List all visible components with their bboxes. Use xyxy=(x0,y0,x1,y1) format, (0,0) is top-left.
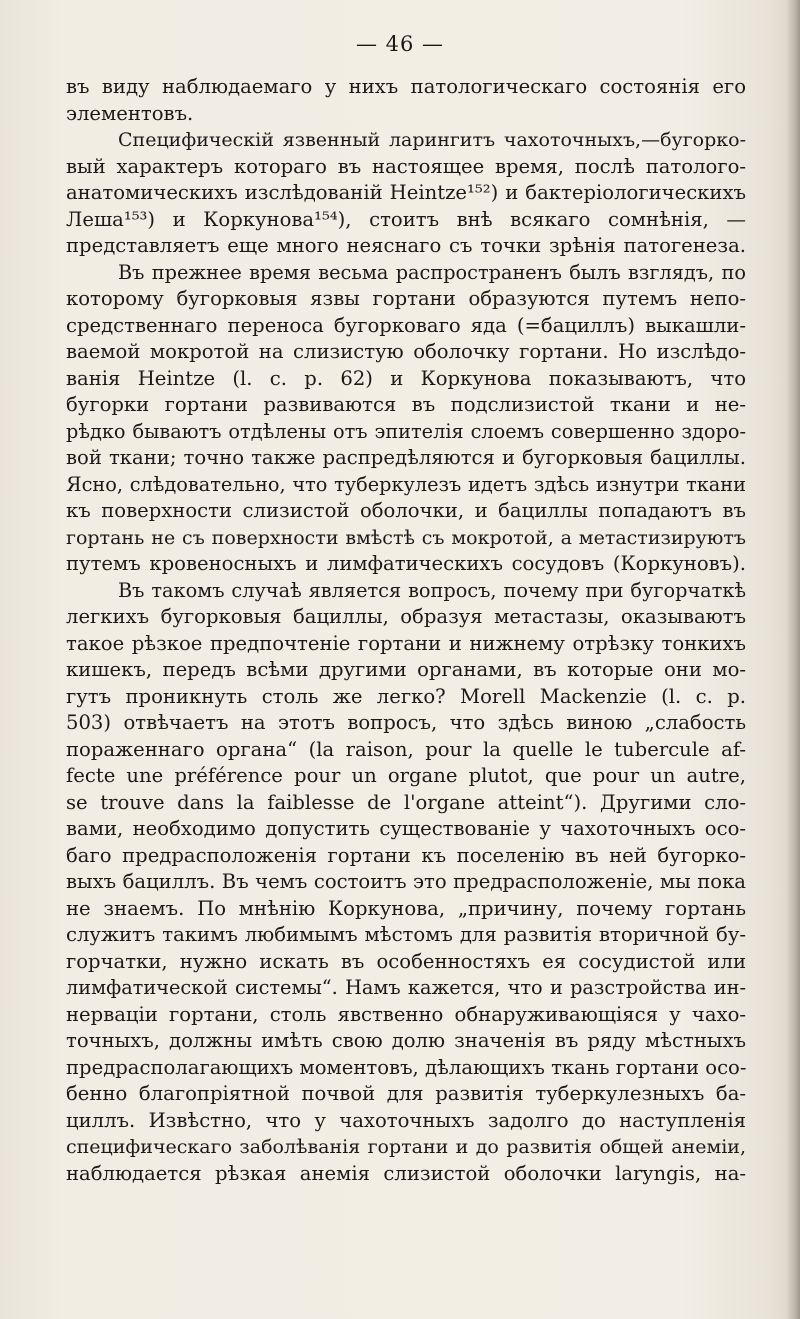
page-edge-shadow xyxy=(786,0,800,1319)
text-line: Ясно, слѣдовательно, что туберкулезъ идетъ здѣсь изнутри ткани xyxy=(66,472,746,496)
text-line: лимфатической системы“. Намъ кажется, что и разстройства ин- xyxy=(66,976,746,999)
text-line: 503) отвѣчаетъ на этотъ вопросъ, что здѣсь виною „слабость xyxy=(66,711,746,734)
text-line: представляетъ еще много неяснаго съ точки зрѣнія патогенеза. xyxy=(66,234,746,257)
text-line: не знаемъ. По мнѣнію Коркунова, „причину, почему гортань xyxy=(66,896,746,920)
text-line: въ виду наблюдаемаго у нихъ патологическаго состоянія его xyxy=(66,75,746,98)
text-line: выхъ бациллъ. Въ чемъ состоитъ это предрасположеніе, мы пока xyxy=(66,870,746,893)
text-line: бугорки гортани развиваются въ подслизистой ткани и не- xyxy=(66,393,746,416)
text-line: fecte une préférence pour un organe plutot, que pour un autre, xyxy=(66,764,746,787)
text-line: анатомическихъ изслѣдованій Heintze¹⁵²) и бактеріологическихъ xyxy=(66,181,746,204)
text-line: Специфическій язвенный ларингитъ чахоточныхъ,—бугорко- xyxy=(118,129,746,151)
text-line: баго предрасположенія гортани къ поселенію въ ней бугорко- xyxy=(66,843,746,867)
text-line: къ поверхности слизистой оболочки, и бациллы попадаютъ въ xyxy=(66,499,746,522)
body-text xyxy=(66,74,746,1187)
text-line: специфическаго заболѣванія гортани и до развитія общей анеміи, xyxy=(66,1136,746,1158)
text-line: ванія Heintze (l. c. p. 62) и Коркунова показываютъ, что xyxy=(66,366,746,390)
text-line: пораженнаго органа“ (la raison, pour la quelle le tubercule af- xyxy=(66,737,746,761)
text-line: предрасполагающихъ моментовъ, дѣлающихъ ткань гортани осо- xyxy=(66,1055,747,1079)
text-line: рѣдко бываютъ отдѣлены отъ эпителія слоемъ совершенно здоро- xyxy=(66,419,746,443)
text-line: гутъ проникнуть столь же легко? Morell Mackenzie (l. c. p. xyxy=(66,684,746,708)
text-line: se trouve dans la faiblesse de l'organe atteint“). Другими сло- xyxy=(66,790,746,814)
text-line: путемъ кровеносныхъ и лимфатическихъ сосудовъ (Коркуновъ). xyxy=(66,552,746,575)
text-line: легкихъ бугорковыя бациллы, образуя метастазы, оказываютъ xyxy=(66,605,746,628)
text-line: циллъ. Извѣстно, что у чахоточныхъ задолго до наступленія xyxy=(66,1108,746,1132)
text-line: кишекъ, передъ всѣми другими органами, въ которые они мо- xyxy=(66,658,746,681)
text-line: Въ прежнее время весьма распространенъ былъ взглядъ, по xyxy=(118,260,746,284)
text-line: средственнаго переноса бугорковаго яда (=бациллъ) выкашли- xyxy=(66,313,746,337)
text-line: ваемой мокротой на слизистую оболочку гортани. Но изслѣдо- xyxy=(66,340,746,363)
page-number: — 46 — xyxy=(355,32,445,56)
text-line: вый характеръ котораго въ настоящее время, послѣ патолого- xyxy=(66,154,746,178)
text-line: бенно благопріятной почвой для развитія туберкулезныхъ ба- xyxy=(66,1082,746,1105)
text-line: такое рѣзкое предпочтеніе гортани и нижнему отрѣзку тонкихъ xyxy=(66,631,746,655)
text-line: вами, необходимо допустить существованіе у чахоточныхъ осо- xyxy=(66,817,746,840)
text-line: служитъ такимъ любимымъ мѣстомъ для развитія вторичной бу- xyxy=(66,923,746,946)
text-line: элементовъ. xyxy=(66,101,194,125)
text-line: которому бугорковыя язвы гортани образуются путемъ непо- xyxy=(66,287,746,310)
text-line: точныхъ, должны имѣть свою долю значенія въ ряду мѣстныхъ xyxy=(66,1029,746,1052)
text-line: вой ткани; точно также распредѣляются и бугорковыя бациллы. xyxy=(66,446,746,469)
text-line: Въ такомъ случаѣ является вопросъ, почему при бугорчаткѣ xyxy=(118,578,746,602)
text-line: горчатки, нужно искать въ особенностяхъ ея сосудистой или xyxy=(66,949,746,973)
text-line: Леша¹⁵³) и Коркунова¹⁵⁴), стоитъ внѣ всякаго сомнѣнія, — xyxy=(66,207,746,231)
text-line: нерваціи гортани, столь явственно обнаруживающіяся у чахо- xyxy=(66,1002,746,1026)
text-line: наблюдается рѣзкая анемія слизистой оболочки laryngis, на- xyxy=(66,1161,746,1185)
text-line: гортань не съ поверхности вмѣстѣ съ мокротой, а метастизируютъ xyxy=(66,526,746,549)
